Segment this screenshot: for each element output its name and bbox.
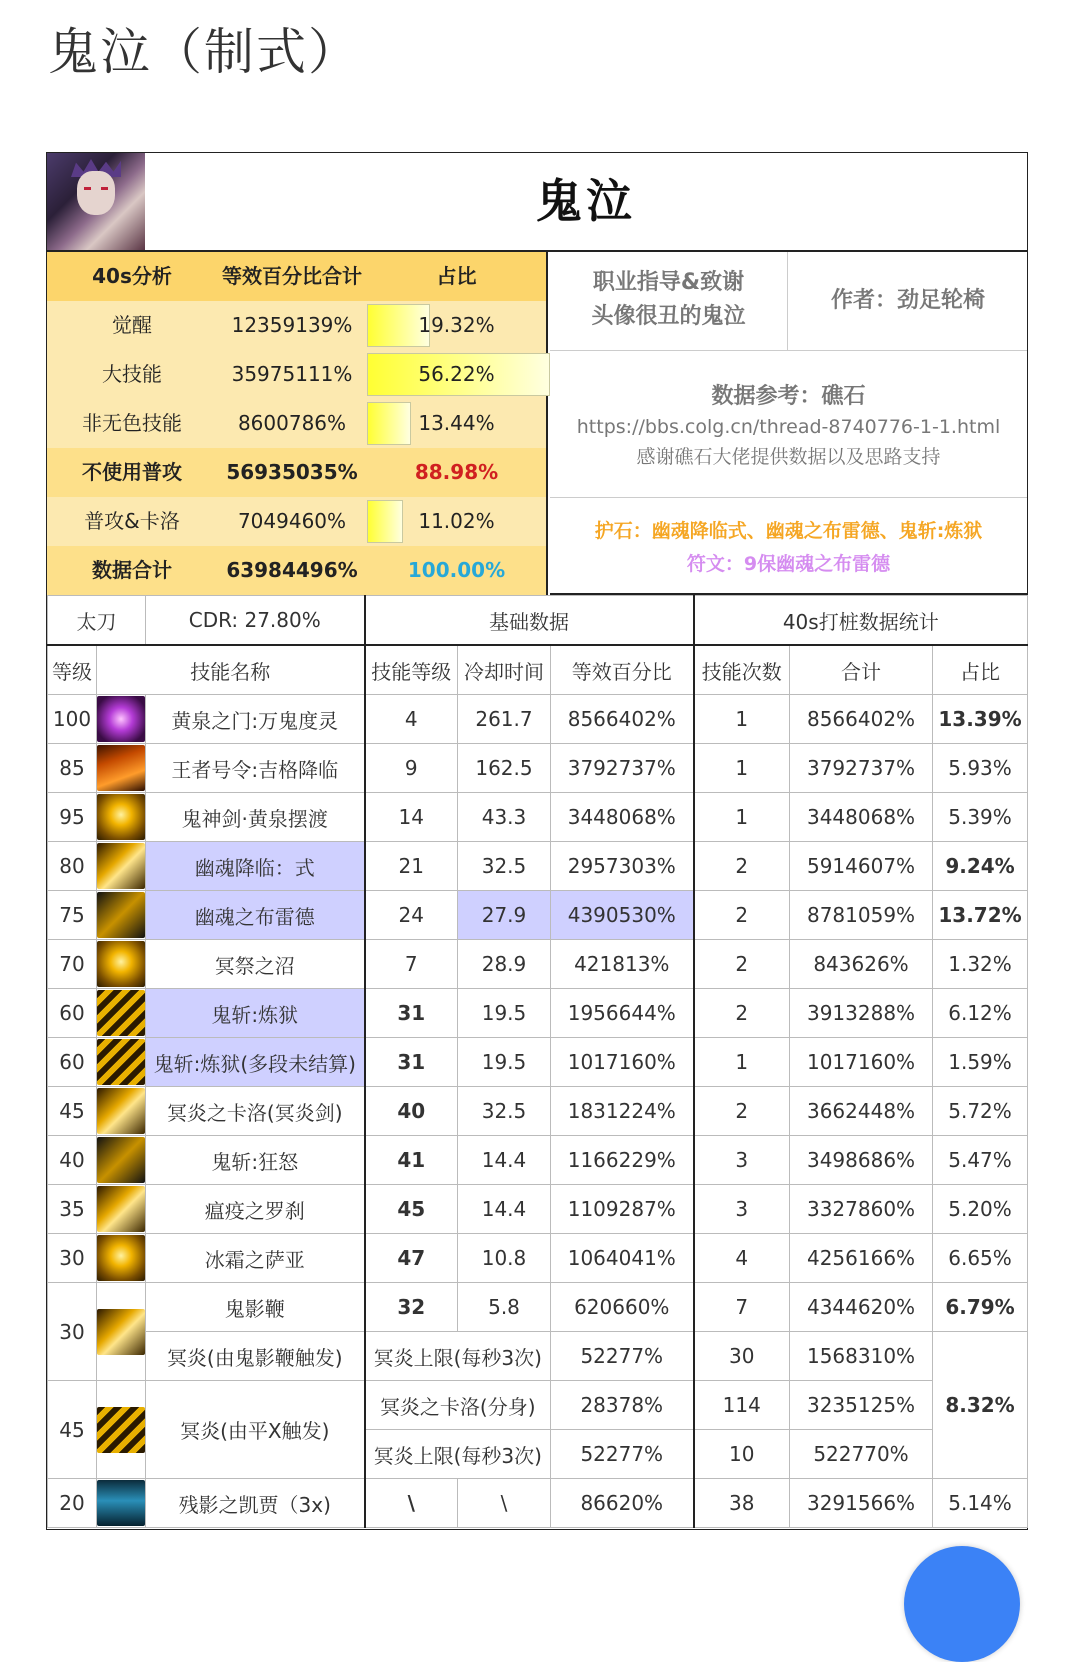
cast-count: 1	[694, 793, 790, 842]
cooldown: 28.9	[458, 940, 551, 989]
skill-level: 32	[365, 1283, 458, 1332]
skill-level: 21	[365, 842, 458, 891]
cast-count: 3	[694, 1136, 790, 1185]
analysis-value: 8600786%	[237, 411, 347, 435]
equivalent-percent: 1109287%	[551, 1185, 694, 1234]
analysis-percent	[367, 497, 546, 546]
share-percent: 5.47%	[933, 1136, 1028, 1185]
skill-icon-cell	[97, 1038, 146, 1087]
class-name: 鬼泣	[536, 174, 636, 228]
table-header-row	[48, 645, 1028, 695]
total-percent: 1568310%	[790, 1332, 933, 1381]
skill-level: 47	[365, 1234, 458, 1283]
trigger-note: 冥炎上限(每秒3次)	[365, 1332, 551, 1381]
skill-icon	[97, 1407, 145, 1453]
skill-level-req: 60	[48, 989, 97, 1038]
table-row	[48, 1283, 1028, 1332]
cast-count: 2	[694, 940, 790, 989]
analysis-value: 35975111%	[231, 362, 353, 386]
cast-count: 114	[694, 1381, 790, 1430]
skill-name: 冰霜之萨亚	[146, 1234, 365, 1283]
skill-name: 瘟疫之罗刹	[146, 1185, 365, 1234]
col-header: 技能次数	[694, 645, 790, 695]
analysis-row	[47, 399, 546, 449]
total-percent: 4344620%	[790, 1283, 933, 1332]
skill-level-req: 30	[48, 1283, 97, 1381]
avatar-face	[77, 171, 115, 215]
share-percent: 5.14%	[933, 1479, 1028, 1528]
skill-icon-cell	[97, 891, 146, 940]
skill-level-req: 35	[48, 1185, 97, 1234]
skill-name: 冥炎(由鬼影鞭触发)	[146, 1332, 365, 1381]
damage-sheet	[46, 152, 1028, 1530]
cast-count: 30	[694, 1332, 790, 1381]
equivalent-percent: 421813%	[551, 940, 694, 989]
skill-level: 4	[365, 695, 458, 744]
skill-icon-cell	[97, 793, 146, 842]
table-row	[48, 891, 1028, 940]
equivalent-percent: 4390530%	[551, 891, 694, 940]
skill-level-req: 70	[48, 940, 97, 989]
col-header: 技能等级	[365, 645, 458, 695]
analysis-label: 觉醒	[112, 313, 152, 337]
skill-name: 残影之凯贾（3x)	[146, 1479, 365, 1528]
analysis-label: 普攻&卡洛	[84, 509, 180, 533]
total-percent: 3792737%	[790, 744, 933, 793]
cooldown: \	[458, 1479, 551, 1528]
skill-name: 冥炎(由平X触发)	[146, 1381, 365, 1479]
table-row	[48, 1136, 1028, 1185]
analysis-row	[47, 350, 546, 400]
analysis-value: 63984496%	[226, 558, 358, 582]
avatar-eye	[101, 187, 108, 190]
analysis-percent	[367, 301, 546, 350]
skill-icon-cell	[97, 1479, 146, 1528]
skill-icon-cell	[97, 1283, 146, 1381]
ref-url-link[interactable]: https://bbs.colg.cn/thread-8740776-1-1.html	[576, 416, 1001, 438]
analysis-value: 56935035%	[226, 460, 358, 484]
share-percent: 8.32%	[933, 1332, 1028, 1479]
avatar-eye	[84, 187, 91, 190]
page-title: 鬼泣（制式）	[48, 23, 360, 81]
skill-icon-cell	[97, 940, 146, 989]
cast-count: 4	[694, 1234, 790, 1283]
weapon-type: 太刀	[48, 596, 146, 646]
share-percent: 6.79%	[933, 1283, 1028, 1332]
table-row	[48, 1087, 1028, 1136]
analysis-percent-text: 13.44%	[418, 411, 495, 435]
share-percent: 5.93%	[933, 744, 1028, 793]
guide-credit	[550, 252, 788, 350]
cast-count: 2	[694, 891, 790, 940]
skill-level-req: 20	[48, 1479, 97, 1528]
total-percent: 4256166%	[790, 1234, 933, 1283]
col-header: 占比	[933, 645, 1028, 695]
table-row	[48, 1381, 1028, 1430]
analysis-percent-text: 56.22%	[418, 362, 495, 386]
analysis-percent	[367, 399, 546, 448]
equivalent-percent: 28378%	[551, 1381, 694, 1430]
cooldown: 43.3	[458, 793, 551, 842]
data-reference	[550, 351, 1027, 498]
skill-icon	[97, 1039, 145, 1085]
skill-icon	[97, 990, 145, 1036]
cast-count: 1	[694, 695, 790, 744]
table-row	[48, 940, 1028, 989]
skill-name: 冥炎之卡洛(冥炎剑)	[146, 1087, 365, 1136]
analysis-percent	[367, 350, 546, 399]
info-panel	[550, 252, 1027, 595]
table-row	[48, 1185, 1028, 1234]
skill-level: 45	[365, 1185, 458, 1234]
cast-count: 2	[694, 1087, 790, 1136]
skill-level-req: 100	[48, 695, 97, 744]
share-percent: 5.39%	[933, 793, 1028, 842]
skill-icon-cell	[97, 1234, 146, 1283]
skill-name: 黄泉之门:万鬼度灵	[146, 695, 365, 744]
cooldown: 32.5	[458, 842, 551, 891]
equivalent-percent: 620660%	[551, 1283, 694, 1332]
analysis-percent	[367, 448, 546, 497]
skill-icon-cell	[97, 1381, 146, 1479]
cast-count: 2	[694, 989, 790, 1038]
total-percent: 3291566%	[790, 1479, 933, 1528]
analysis-label: 非无色技能	[82, 411, 182, 435]
skill-icon	[97, 745, 145, 791]
table-row	[48, 842, 1028, 891]
skill-icon	[97, 1235, 145, 1281]
skill-icon	[97, 843, 145, 889]
skill-table	[47, 595, 1028, 1528]
talisman-line: 护石：幽魂降临式、幽魂之布雷德、鬼斩:炼狱	[594, 520, 983, 542]
skill-icon-cell	[97, 1185, 146, 1234]
equivalent-percent: 52277%	[551, 1430, 694, 1479]
share-percent: 6.65%	[933, 1234, 1028, 1283]
skill-level: 31	[365, 1038, 458, 1087]
total-percent: 843626%	[790, 940, 933, 989]
analysis-label: 大技能	[102, 362, 162, 386]
share-percent: 13.72%	[933, 891, 1028, 940]
cast-count: 1	[694, 744, 790, 793]
analysis-row	[47, 301, 546, 351]
total-percent: 522770%	[790, 1430, 933, 1479]
skill-level-req: 45	[48, 1087, 97, 1136]
skill-level: \	[365, 1479, 458, 1528]
analysis-row	[47, 546, 546, 596]
guide-line2: 头像很丑的鬼泣	[591, 304, 746, 329]
analysis-label: 数据合计	[92, 558, 172, 582]
trigger-note: 冥炎上限(每秒3次)	[365, 1430, 551, 1479]
col-header: 冷却时间	[458, 645, 551, 695]
analysis-header-cell: 占比	[436, 264, 477, 288]
equivalent-percent: 1166229%	[551, 1136, 694, 1185]
share-percent: 13.39%	[933, 695, 1028, 744]
skill-level-req: 30	[48, 1234, 97, 1283]
skill-icon-cell	[97, 744, 146, 793]
total-percent: 3448068%	[790, 793, 933, 842]
cooldown: 261.7	[458, 695, 551, 744]
analysis-value: 7049460%	[237, 509, 347, 533]
total-percent: 5914607%	[790, 842, 933, 891]
share-percent: 5.20%	[933, 1185, 1028, 1234]
skill-level-req: 75	[48, 891, 97, 940]
skill-level-req: 95	[48, 793, 97, 842]
skill-level: 31	[365, 989, 458, 1038]
ref-title: 数据参考：礁石	[711, 384, 866, 409]
table-row	[48, 1479, 1028, 1528]
skill-level: 40	[365, 1087, 458, 1136]
equivalent-percent: 1017160%	[551, 1038, 694, 1087]
analysis-label: 不使用普攻	[82, 460, 182, 484]
author-credit: 作者：劲足轮椅	[830, 288, 985, 313]
total-percent: 8781059%	[790, 891, 933, 940]
skill-name: 鬼神剑·黄泉摆渡	[146, 793, 365, 842]
skill-icon-cell	[97, 1087, 146, 1136]
skill-level: 41	[365, 1136, 458, 1185]
table-row	[48, 695, 1028, 744]
cooldown: 10.8	[458, 1234, 551, 1283]
analysis-header-cell: 40s分析	[92, 264, 172, 288]
sheet-header	[47, 153, 1027, 252]
analysis-row	[47, 448, 546, 498]
analysis-summary	[47, 252, 548, 595]
skill-name: 鬼影鞭	[146, 1283, 365, 1332]
skill-name: 鬼斩:狂怒	[146, 1136, 365, 1185]
equivalent-percent: 8566402%	[551, 695, 694, 744]
equivalent-percent: 3792737%	[551, 744, 694, 793]
table-row	[48, 1038, 1028, 1087]
rune-line: 符文：9保幽魂之布雷德	[686, 553, 891, 575]
col-header: 等效百分比	[551, 645, 694, 695]
cooldown: 19.5	[458, 989, 551, 1038]
total-percent: 1017160%	[790, 1038, 933, 1087]
skill-icon	[97, 941, 145, 987]
share-percent: 1.59%	[933, 1038, 1028, 1087]
skill-icon	[97, 1480, 145, 1526]
table-row	[48, 989, 1028, 1038]
skill-icon-cell	[97, 842, 146, 891]
col-header: 技能名称	[97, 645, 365, 695]
cooldown: 5.8	[458, 1283, 551, 1332]
section-stats: 40s打桩数据统计	[694, 596, 1028, 646]
skill-level-req: 85	[48, 744, 97, 793]
cdr-value: CDR: 27.80%	[146, 596, 365, 646]
skill-name: 冥祭之沼	[146, 940, 365, 989]
cooldown: 14.4	[458, 1136, 551, 1185]
total-percent: 3498686%	[790, 1136, 933, 1185]
col-header: 合计	[790, 645, 933, 695]
skill-level-req: 80	[48, 842, 97, 891]
trigger-note: 冥炎之卡洛(分身)	[365, 1381, 551, 1430]
cast-count: 10	[694, 1430, 790, 1479]
skill-level: 9	[365, 744, 458, 793]
analysis-header	[47, 252, 546, 302]
share-percent: 6.12%	[933, 989, 1028, 1038]
analysis-header-cell: 等效百分比合计	[222, 264, 362, 288]
equivalent-percent: 52277%	[551, 1332, 694, 1381]
cast-count: 1	[694, 1038, 790, 1087]
table-row	[48, 793, 1028, 842]
equivalent-percent: 86620%	[551, 1479, 694, 1528]
skill-level: 14	[365, 793, 458, 842]
section-basic: 基础数据	[365, 596, 694, 646]
table-row	[48, 1234, 1028, 1283]
cast-count: 38	[694, 1479, 790, 1528]
total-percent: 3235125%	[790, 1381, 933, 1430]
analysis-percent-text: 11.02%	[418, 509, 495, 533]
floating-action-button[interactable]	[904, 1546, 1020, 1662]
skill-name: 鬼斩:炼狱	[146, 989, 365, 1038]
skill-icon	[97, 1088, 145, 1134]
ref-thanks: 感谢礁石大佬提供数据以及思路支持	[636, 446, 941, 468]
col-header: 等级	[48, 645, 97, 695]
share-percent: 9.24%	[933, 842, 1028, 891]
analysis-percent	[367, 546, 546, 595]
cooldown: 162.5	[458, 744, 551, 793]
cast-count: 3	[694, 1185, 790, 1234]
skill-name: 幽魂之布雷德	[146, 891, 365, 940]
equivalent-percent: 1831224%	[551, 1087, 694, 1136]
analysis-percent-text: 88.98%	[414, 460, 499, 484]
skill-icon	[97, 696, 145, 742]
total-percent: 3662448%	[790, 1087, 933, 1136]
analysis-percent-text: 19.32%	[418, 313, 495, 337]
table-row	[48, 744, 1028, 793]
skill-name: 王者号令:吉格降临	[146, 744, 365, 793]
skill-icon	[97, 794, 145, 840]
share-percent: 1.32%	[933, 940, 1028, 989]
cast-count: 2	[694, 842, 790, 891]
skill-name: 幽魂降临：式	[146, 842, 365, 891]
equivalent-percent: 1956644%	[551, 989, 694, 1038]
equivalent-percent: 2957303%	[551, 842, 694, 891]
skill-level: 7	[365, 940, 458, 989]
share-percent: 5.72%	[933, 1087, 1028, 1136]
gear-notes	[550, 498, 1027, 593]
cooldown: 19.5	[458, 1038, 551, 1087]
total-percent: 3913288%	[790, 989, 933, 1038]
cooldown: 14.4	[458, 1185, 551, 1234]
skill-level: 24	[365, 891, 458, 940]
total-percent: 3327860%	[790, 1185, 933, 1234]
skill-icon	[97, 1186, 145, 1232]
table-row	[48, 1332, 1028, 1381]
skill-name: 鬼斩:炼狱(多段未结算)	[146, 1038, 365, 1087]
skill-level-req: 60	[48, 1038, 97, 1087]
info-top	[550, 252, 1027, 351]
cast-count: 7	[694, 1283, 790, 1332]
skill-icon-cell	[97, 695, 146, 744]
cooldown: 27.9	[458, 891, 551, 940]
class-avatar	[47, 153, 145, 250]
cooldown: 32.5	[458, 1087, 551, 1136]
equivalent-percent: 1064041%	[551, 1234, 694, 1283]
equivalent-percent: 3448068%	[551, 793, 694, 842]
guide-line1: 职业指导&致谢	[592, 270, 745, 295]
skill-icon-cell	[97, 1136, 146, 1185]
analysis-row	[47, 497, 546, 547]
skill-icon	[97, 1309, 145, 1355]
skill-icon	[97, 1137, 145, 1183]
skill-level-req: 45	[48, 1381, 97, 1479]
skill-icon	[97, 892, 145, 938]
analysis-value: 12359139%	[231, 313, 353, 337]
total-percent: 8566402%	[790, 695, 933, 744]
analysis-percent-text: 100.00%	[407, 558, 506, 582]
skill-level-req: 40	[48, 1136, 97, 1185]
skill-icon-cell	[97, 989, 146, 1038]
